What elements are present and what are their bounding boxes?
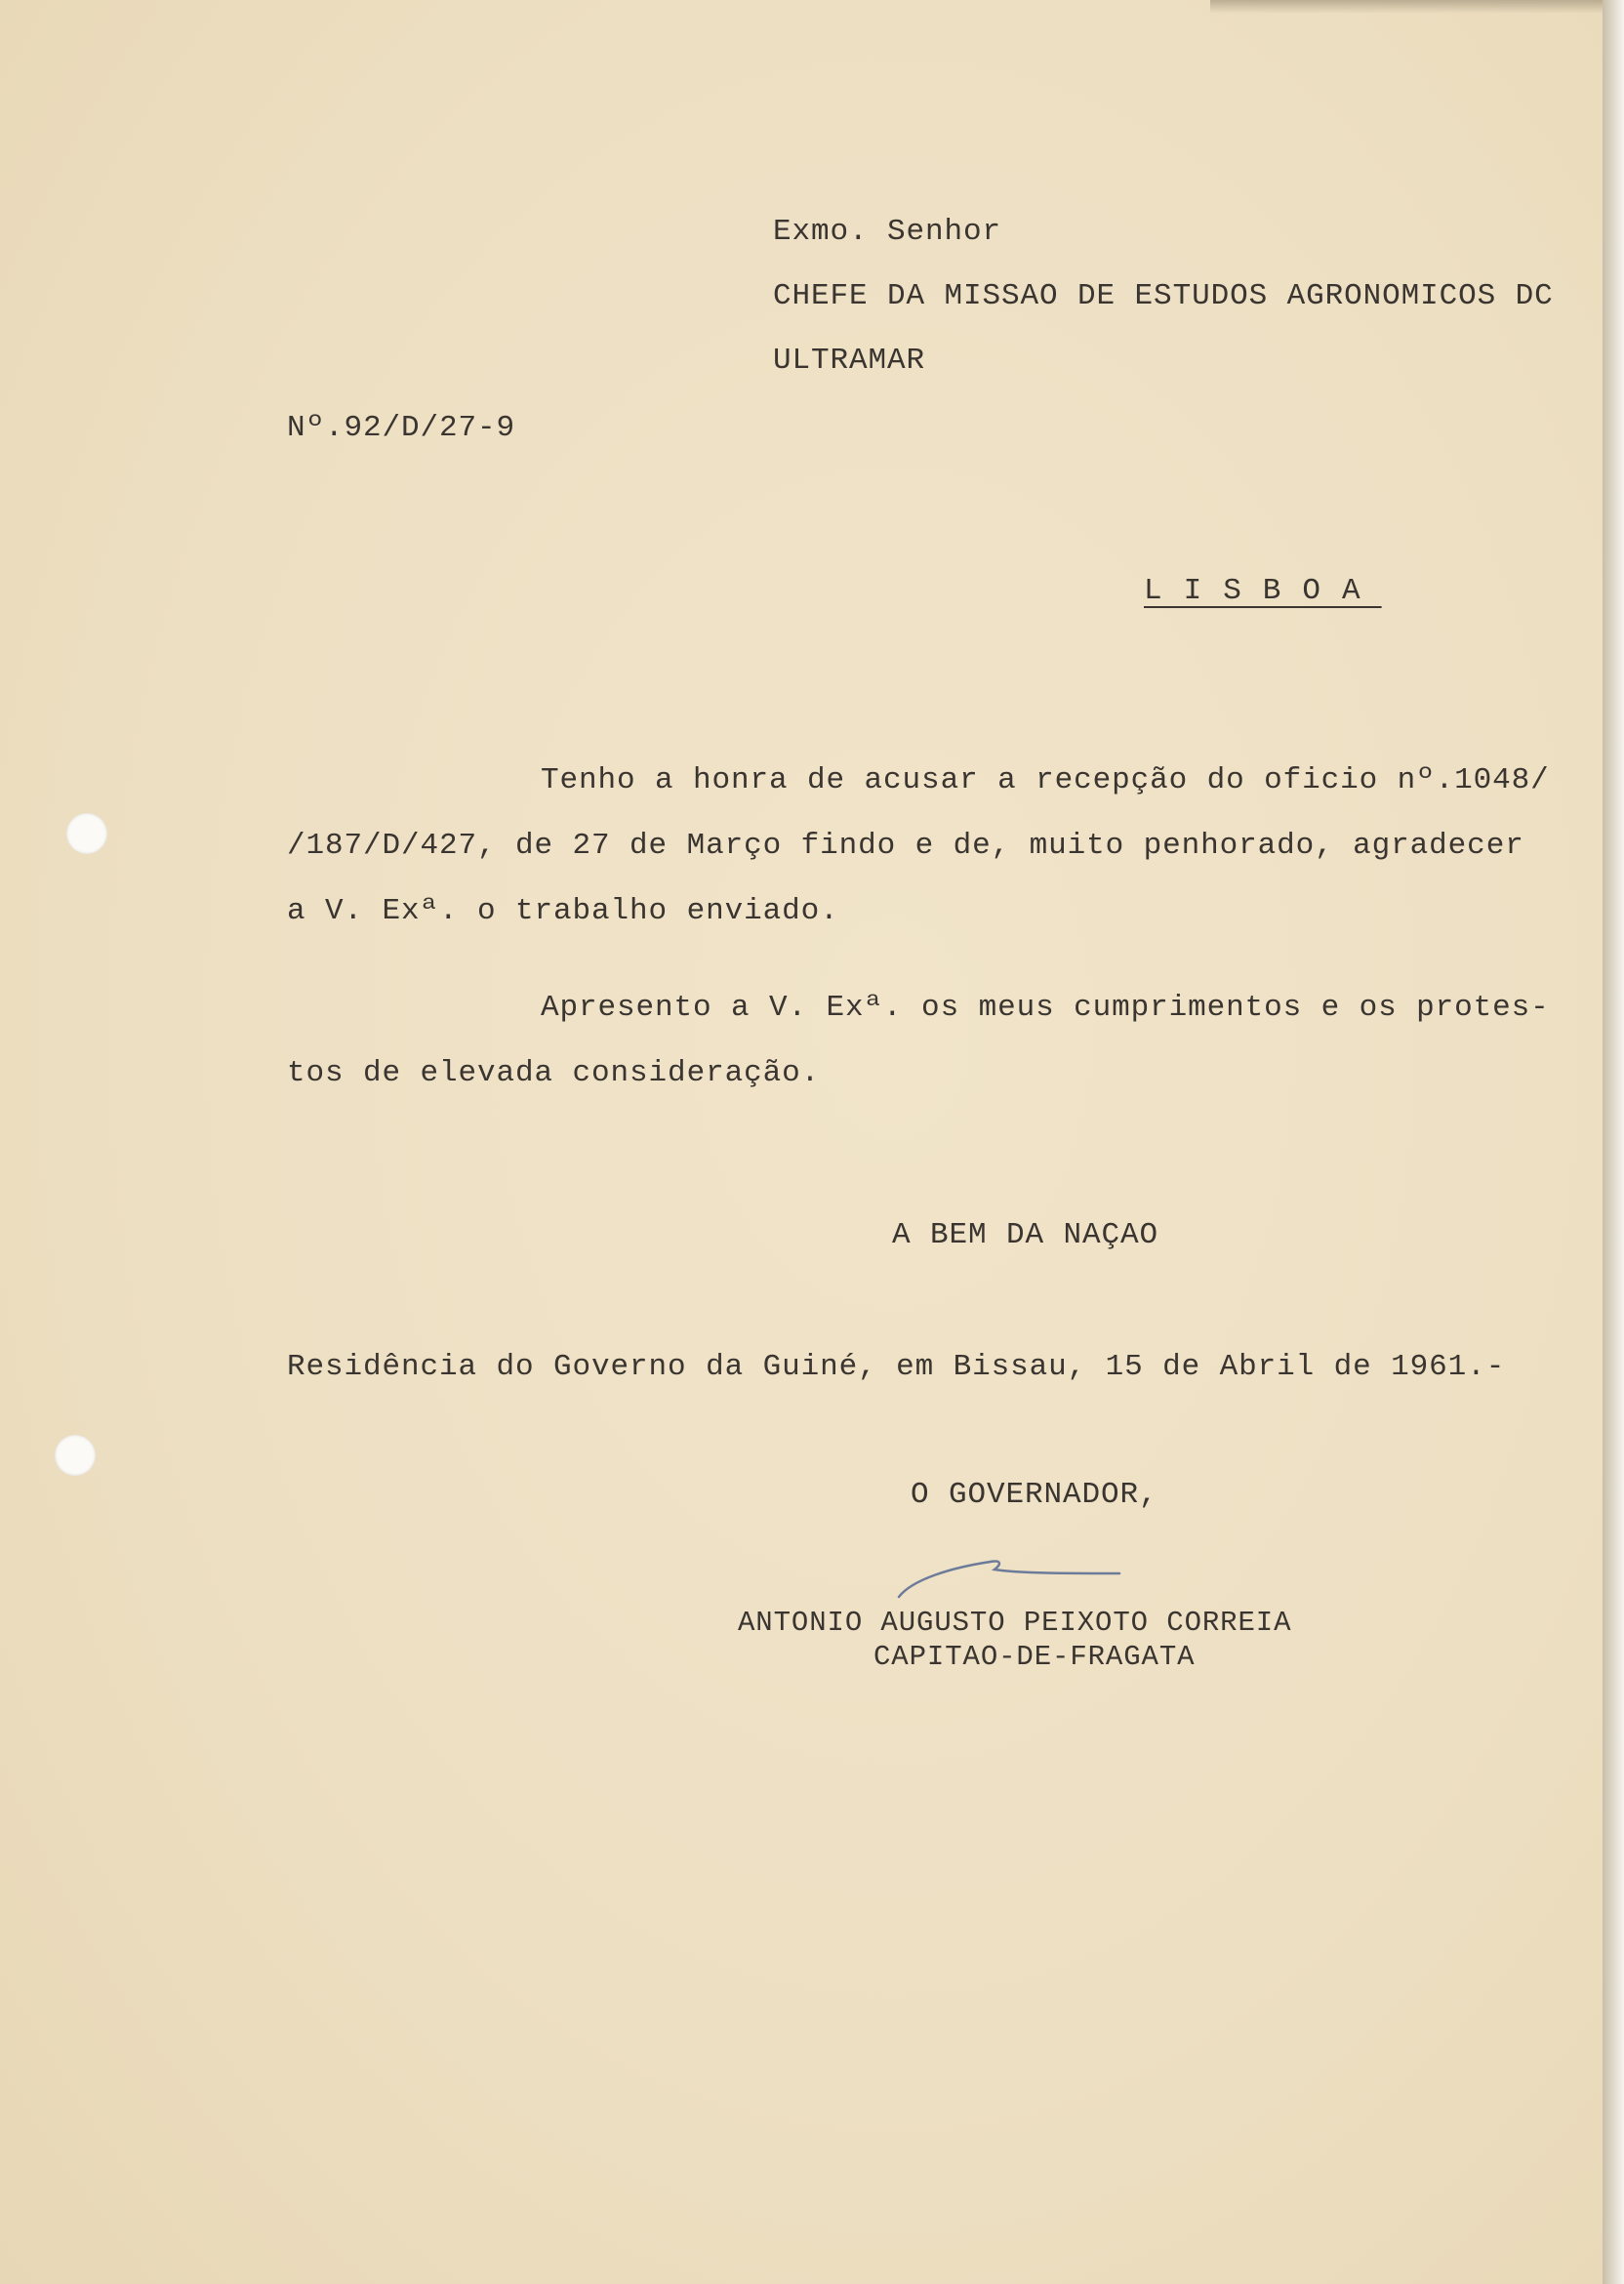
body-paragraph-1-line-2: /187/D/427, de 27 de Março findo e de, muito penhorado, agradecer (287, 829, 1524, 863)
salutation: Exmo. Senhor (773, 215, 1002, 249)
body-paragraph-1-line-1: Tenho a honra de acusar a recepção do oficio nº.1048/ (541, 763, 1550, 797)
city-heading: LISBOA (1144, 574, 1382, 608)
handwritten-signature (893, 1540, 1127, 1599)
recipient-line-2: ULTRAMAR (773, 344, 926, 378)
motto: A BEM DA NAÇAO (892, 1218, 1159, 1252)
body-paragraph-2-line-1: Apresento a V. Exª. os meus cumprimentos e os protes- (541, 991, 1550, 1025)
reference-number: Nº.92/D/27-9 (287, 411, 516, 445)
paper-top-stain (1210, 0, 1620, 14)
signatory-rank: CAPITAO-DE-FRAGATA (873, 1641, 1196, 1673)
paper-right-edge (1603, 0, 1624, 2284)
place-and-date: Residência do Governo da Guiné, em Bissau, 15 de Abril de 1961.- (287, 1350, 1506, 1384)
body-paragraph-2-line-2: tos de elevada consideração. (287, 1056, 821, 1090)
body-paragraph-1-line-3: a V. Exª. o trabalho enviado. (287, 894, 839, 928)
punch-hole-top (66, 813, 107, 854)
signatory-name: ANTONIO AUGUSTO PEIXOTO CORREIA (738, 1607, 1292, 1639)
closing-title: O GOVERNADOR, (911, 1478, 1158, 1512)
recipient-line-1: CHEFE DA MISSAO DE ESTUDOS AGRONOMICOS DC (773, 279, 1554, 313)
punch-hole-bottom (55, 1435, 96, 1476)
